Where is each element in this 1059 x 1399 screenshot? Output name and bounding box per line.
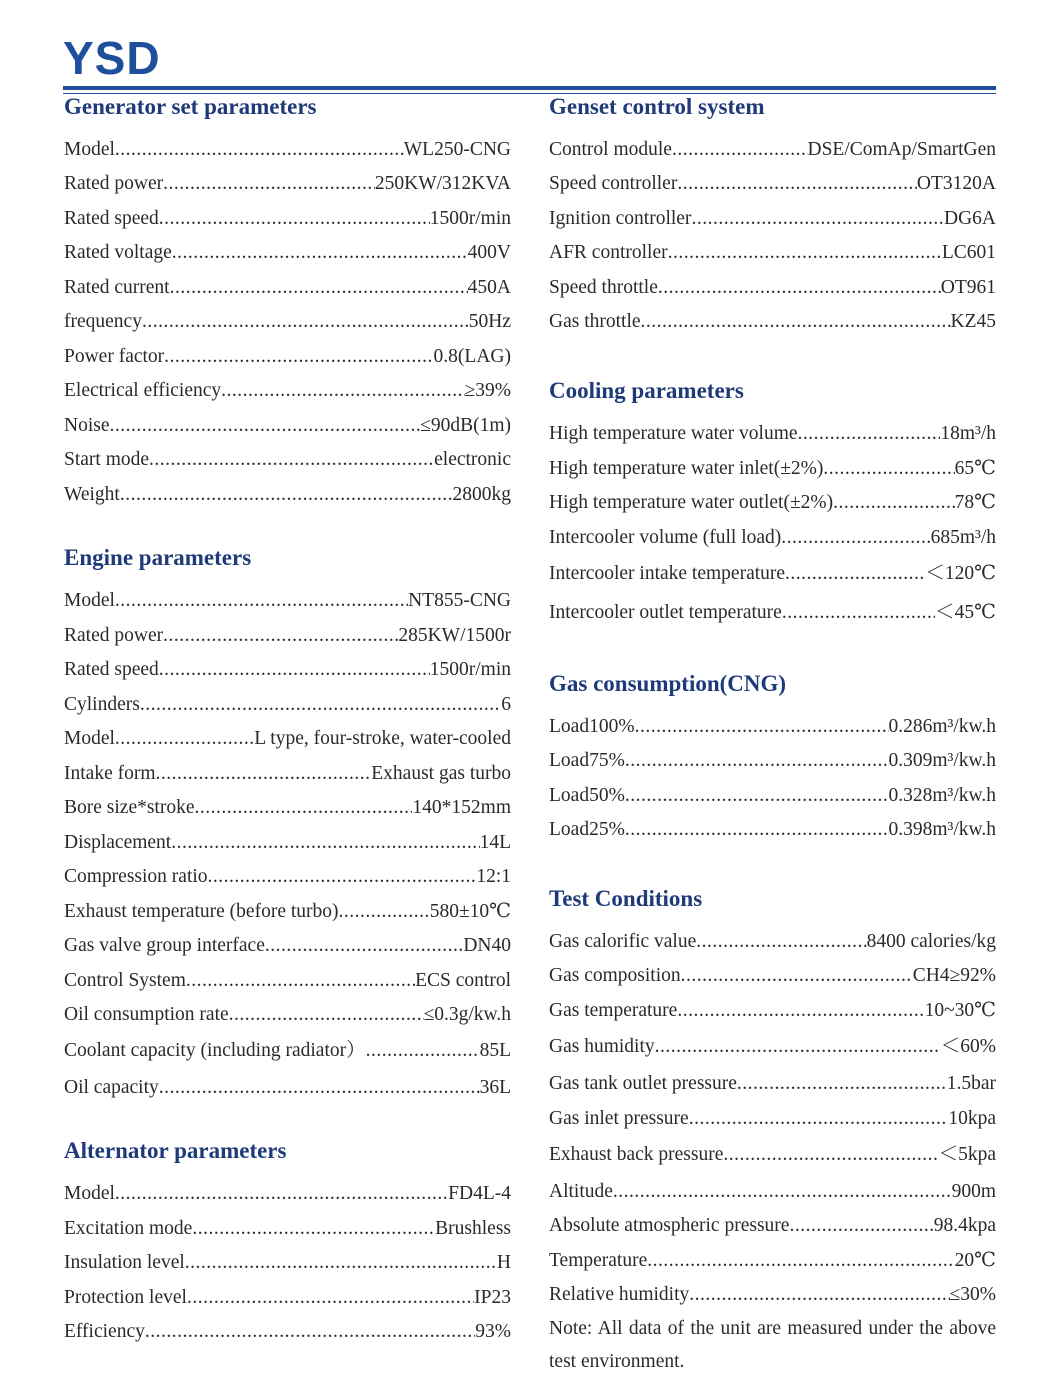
leader-dots: [110, 413, 421, 439]
generator-row-frequency: [64, 309, 511, 335]
alternator-row-efficiency: [64, 1319, 511, 1345]
engine-row-rated-power: [64, 623, 511, 649]
row-label: Model: [64, 728, 115, 749]
row-value: 900m: [951, 1181, 996, 1202]
row-value: 78℃: [954, 492, 996, 513]
row-label: Intake form: [64, 763, 156, 784]
leader-dots: [781, 525, 930, 551]
row-label: Rated current: [64, 277, 170, 298]
gas-row-load75: [549, 748, 996, 774]
leader-dots: [115, 137, 404, 163]
row-value: LC601: [941, 242, 996, 263]
leader-dots: [120, 482, 453, 508]
row-label: Rated voltage: [64, 242, 172, 263]
leader-dots: [366, 1038, 480, 1064]
row-value: 65℃: [954, 458, 996, 479]
row-label: Displacement: [64, 832, 172, 853]
engine-row-coolant-capacity: [64, 1038, 511, 1064]
row-value: 1500r/min: [429, 659, 511, 680]
row-label: Protection level: [64, 1287, 187, 1308]
section-title-engine: Engine parameters: [64, 545, 252, 570]
engine-row-rated-speed: [64, 657, 511, 683]
row-value: NT855-CNG: [408, 590, 511, 611]
row-value: 14L: [479, 832, 511, 853]
leader-dots: [115, 1181, 448, 1207]
cooling-row-intercooler-intake: [549, 561, 996, 587]
section-title-generator: Generator set parameters: [64, 94, 317, 119]
control-row-afr-controller: [549, 240, 996, 266]
row-value: ≤0.3g/kw.h: [423, 1004, 511, 1025]
row-label: Speed throttle: [549, 277, 658, 298]
leader-dots: [723, 1142, 938, 1168]
section-title-cooling: Cooling parameters: [549, 378, 744, 403]
row-label: Altitude: [549, 1181, 613, 1202]
gas-row-load100: [549, 714, 996, 740]
leader-dots: [185, 1250, 497, 1276]
leader-dots: [613, 1179, 952, 1205]
generator-row-weight: [64, 482, 511, 508]
leader-dots: [625, 817, 889, 843]
cooling-row-ht-water-outlet: [549, 490, 996, 516]
generator-row-power-factor: [64, 344, 511, 370]
generator-row-rated-power: [64, 171, 511, 197]
leader-dots: [681, 963, 913, 989]
test-row-altitude: [549, 1179, 996, 1205]
row-label: High temperature water volume: [549, 423, 798, 444]
leader-dots: [195, 795, 413, 821]
row-value: 400V: [467, 242, 511, 263]
engine-row-control-system: [64, 968, 511, 994]
control-row-speed-controller: [549, 171, 996, 197]
row-label: Compression ratio: [64, 866, 208, 887]
row-value: ＜45℃: [935, 602, 996, 623]
leader-dots: [142, 309, 469, 335]
leader-dots: [164, 344, 433, 370]
leader-dots: [149, 447, 434, 473]
test-row-gas-calorific-value: [549, 929, 996, 955]
row-label: Bore size*stroke: [64, 797, 195, 818]
row-label: Power factor: [64, 346, 165, 367]
row-value: 12:1: [476, 866, 511, 887]
row-value: ECS control: [415, 970, 511, 991]
leader-dots: [782, 600, 935, 626]
row-label: Gas composition: [549, 965, 681, 986]
row-label: Load50%: [549, 785, 625, 806]
leader-dots: [635, 714, 889, 740]
engine-row-model-type: [64, 726, 511, 752]
section-title-test-conditions: Test Conditions: [549, 886, 703, 911]
leader-dots: [159, 657, 430, 683]
leader-dots: [221, 378, 464, 404]
control-row-gas-throttle: [549, 309, 996, 335]
row-label: Intercooler intake temperature: [549, 563, 786, 584]
row-label: Insulation level: [64, 1252, 185, 1273]
row-label: Gas humidity: [549, 1036, 655, 1057]
leader-dots: [145, 1319, 475, 1345]
row-label: Rated power: [64, 173, 164, 194]
leader-dots: [140, 692, 501, 718]
gas-row-load25: [549, 817, 996, 843]
row-label: High temperature water outlet(±2%): [549, 492, 834, 513]
test-row-exhaust-back-pressure: [549, 1142, 996, 1168]
control-row-speed-throttle: [549, 275, 996, 301]
row-label: Coolant capacity (including radiator）: [64, 1040, 366, 1061]
row-value: 36L: [479, 1077, 511, 1098]
row-label: Rated speed: [64, 208, 159, 229]
row-value: L type, four-stroke, water-cooled: [254, 728, 511, 749]
generator-row-start-mode: [64, 447, 511, 473]
generator-row-model: [64, 137, 511, 163]
row-value: 580±10℃: [429, 901, 511, 922]
row-value: 140*152mm: [412, 797, 511, 818]
row-value: Exhaust gas turbo: [371, 763, 511, 784]
row-value: ≤90dB(1m): [420, 415, 511, 436]
generator-row-rated-current: [64, 275, 511, 301]
engine-row-compression-ratio: [64, 864, 511, 890]
cooling-row-ht-water-volume: [549, 421, 996, 447]
section-title-control: Genset control system: [549, 94, 765, 119]
row-value: ＜120℃: [925, 563, 996, 584]
row-value: 2800kg: [452, 484, 511, 505]
row-label: High temperature water inlet(±2%): [549, 458, 824, 479]
leader-dots: [265, 933, 463, 959]
leader-dots: [833, 490, 955, 516]
leader-dots: [641, 309, 951, 335]
engine-row-gas-valve-interface: [64, 933, 511, 959]
row-value: ≤30%: [949, 1284, 996, 1305]
row-label: Load25%: [549, 819, 625, 840]
row-value: OT3120A: [916, 173, 996, 194]
cooling-row-intercooler-outlet: [549, 600, 996, 626]
leader-dots: [647, 1248, 954, 1274]
row-value: KZ45: [950, 311, 996, 332]
leader-dots: [798, 421, 941, 447]
section-title-alternator: Alternator parameters: [64, 1138, 287, 1163]
row-label: Model: [64, 139, 115, 160]
row-value: 0.286m³/kw.h: [888, 716, 996, 737]
row-label: Efficiency: [64, 1321, 145, 1342]
row-value: 10kpa: [948, 1108, 996, 1129]
leader-dots: [159, 206, 430, 232]
row-label: Absolute atmospheric pressure: [549, 1215, 790, 1236]
row-value: 0.8(LAG): [433, 346, 511, 367]
row-label: Load100%: [549, 716, 635, 737]
row-label: Control System: [64, 970, 186, 991]
row-value: 250KW/312KVA: [374, 173, 511, 194]
leader-dots: [229, 1002, 424, 1028]
row-value: 450A: [467, 277, 511, 298]
engine-row-oil-consumption: [64, 1002, 511, 1028]
leader-dots: [668, 240, 942, 266]
leader-dots: [789, 1213, 933, 1239]
leader-dots: [163, 623, 398, 649]
row-label: Gas tank outlet pressure: [549, 1073, 737, 1094]
row-label: Electrical efficiency: [64, 380, 222, 401]
row-value: H: [496, 1252, 511, 1273]
engine-row-intake-form: [64, 761, 511, 787]
row-label: Gas inlet pressure: [549, 1108, 689, 1129]
leader-dots: [823, 456, 954, 482]
row-value: 1.5bar: [946, 1073, 996, 1094]
row-label: Speed controller: [549, 173, 678, 194]
alternator-row-model: [64, 1181, 511, 1207]
engine-row-bore-stroke: [64, 795, 511, 821]
row-label: Weight: [64, 484, 120, 505]
row-label: Model: [64, 590, 115, 611]
leader-dots: [159, 1075, 480, 1101]
row-label: Gas calorific value: [549, 931, 697, 952]
test-row-gas-temperature: [549, 998, 996, 1024]
leader-dots: [115, 726, 254, 752]
row-label: frequency: [64, 311, 142, 332]
row-value: IP23: [474, 1287, 511, 1308]
row-value: CH4≥92%: [912, 965, 996, 986]
row-label: Rated power: [64, 625, 164, 646]
engine-row-exhaust-temperature: [64, 899, 511, 925]
engine-row-displacement: [64, 830, 511, 856]
row-label: Start mode: [64, 449, 150, 470]
row-value: FD4L-4: [448, 1183, 511, 1204]
row-value: 98.4kpa: [933, 1215, 996, 1236]
row-label: Cylinders: [64, 694, 140, 715]
alternator-row-protection-level: [64, 1285, 511, 1311]
generator-row-noise: [64, 413, 511, 439]
generator-row-rated-voltage: [64, 240, 511, 266]
row-value: 85L: [479, 1040, 511, 1061]
row-value: 0.328m³/kw.h: [888, 785, 996, 806]
test-row-temperature: [549, 1248, 996, 1274]
row-value: electronic: [434, 449, 511, 470]
control-row-control-module: [549, 137, 996, 163]
leader-dots: [737, 1071, 947, 1097]
row-value: DN40: [463, 935, 511, 956]
leader-dots: [192, 1216, 435, 1242]
row-label: Rated speed: [64, 659, 159, 680]
row-label: Gas valve group interface: [64, 935, 265, 956]
row-value: 20℃: [954, 1250, 996, 1271]
row-value: 0.309m³/kw.h: [888, 750, 996, 771]
leader-dots: [208, 864, 477, 890]
header-rule: [63, 86, 996, 90]
row-label: Relative humidity: [549, 1284, 690, 1305]
section-title-gas-consumption: Gas consumption(CNG): [549, 671, 787, 696]
leader-dots: [163, 171, 375, 197]
row-label: Oil consumption rate: [64, 1004, 229, 1025]
leader-dots: [655, 1034, 941, 1060]
row-value: 6: [501, 694, 511, 715]
engine-row-model: [64, 588, 511, 614]
row-label: Noise: [64, 415, 110, 436]
row-value: Brushless: [435, 1218, 511, 1239]
row-label: Gas throttle: [549, 311, 641, 332]
test-row-gas-inlet-pressure: [549, 1106, 996, 1132]
row-label: Control module: [549, 139, 672, 160]
row-label: Oil capacity: [64, 1077, 159, 1098]
row-value: DSE/ComAp/SmartGen: [807, 139, 996, 160]
row-value: 285KW/1500r: [398, 625, 511, 646]
test-note: Note: All data of the unit are measured under the above test environment.: [549, 1318, 996, 1372]
row-value: 93%: [475, 1321, 511, 1342]
row-value: ＜60%: [940, 1036, 996, 1057]
leader-dots: [171, 830, 479, 856]
engine-row-oil-capacity: [64, 1075, 511, 1101]
row-value: 8400 calories/kg: [866, 931, 996, 952]
leader-dots: [677, 998, 924, 1024]
leader-dots: [696, 929, 866, 955]
row-label: Ignition controller: [549, 208, 692, 229]
row-label: Model: [64, 1183, 115, 1204]
row-value: ＜5kpa: [938, 1144, 996, 1165]
test-row-atmospheric-pressure: [549, 1213, 996, 1239]
row-label: AFR controller: [549, 242, 668, 263]
leader-dots: [658, 275, 941, 301]
leader-dots: [170, 275, 468, 301]
generator-row-electrical-efficiency: [64, 378, 511, 404]
test-row-gas-humidity: [549, 1034, 996, 1060]
cooling-row-intercooler-volume: [549, 525, 996, 551]
row-label: Load75%: [549, 750, 625, 771]
row-value: WL250-CNG: [403, 139, 511, 160]
row-label: Gas temperature: [549, 1000, 678, 1021]
leader-dots: [677, 171, 917, 197]
row-value: 0.398m³/kw.h: [888, 819, 996, 840]
row-value: DG6A: [944, 208, 996, 229]
test-row-gas-composition: [549, 963, 996, 989]
leader-dots: [691, 206, 944, 232]
leader-dots: [625, 748, 889, 774]
leader-dots: [339, 899, 430, 925]
row-label: Intercooler volume (full load): [549, 527, 782, 548]
control-row-ignition-controller: [549, 206, 996, 232]
leader-dots: [689, 1282, 949, 1308]
leader-dots: [187, 1285, 474, 1311]
leader-dots: [672, 137, 808, 163]
cooling-row-ht-water-inlet: [549, 456, 996, 482]
leader-dots: [785, 561, 925, 587]
leader-dots: [625, 783, 889, 809]
row-value: 10~30℃: [924, 1000, 996, 1021]
row-label: Intercooler outlet temperature: [549, 602, 782, 623]
row-value: 1500r/min: [429, 208, 511, 229]
alternator-row-insulation-level: [64, 1250, 511, 1276]
brand-logo: YSD: [63, 32, 161, 84]
leader-dots: [689, 1106, 949, 1132]
row-label: Exhaust back pressure: [549, 1144, 724, 1165]
test-row-relative-humidity: [549, 1282, 996, 1308]
alternator-row-excitation-mode: [64, 1216, 511, 1242]
generator-row-rated-speed: [64, 206, 511, 232]
leader-dots: [172, 240, 468, 266]
row-value: 50Hz: [468, 311, 511, 332]
leader-dots: [115, 588, 408, 614]
row-label: Exhaust temperature (before turbo): [64, 901, 339, 922]
row-value: OT961: [940, 277, 996, 298]
row-label: Excitation mode: [64, 1218, 193, 1239]
row-value: 685m³/h: [930, 527, 996, 548]
row-value: 18m³/h: [940, 423, 996, 444]
row-value: ≥39%: [464, 380, 511, 401]
test-row-gas-tank-outlet-pressure: [549, 1071, 996, 1097]
engine-row-cylinders: [64, 692, 511, 718]
leader-dots: [186, 968, 415, 994]
gas-row-load50: [549, 783, 996, 809]
row-label: Temperature: [549, 1250, 648, 1271]
leader-dots: [156, 761, 372, 787]
